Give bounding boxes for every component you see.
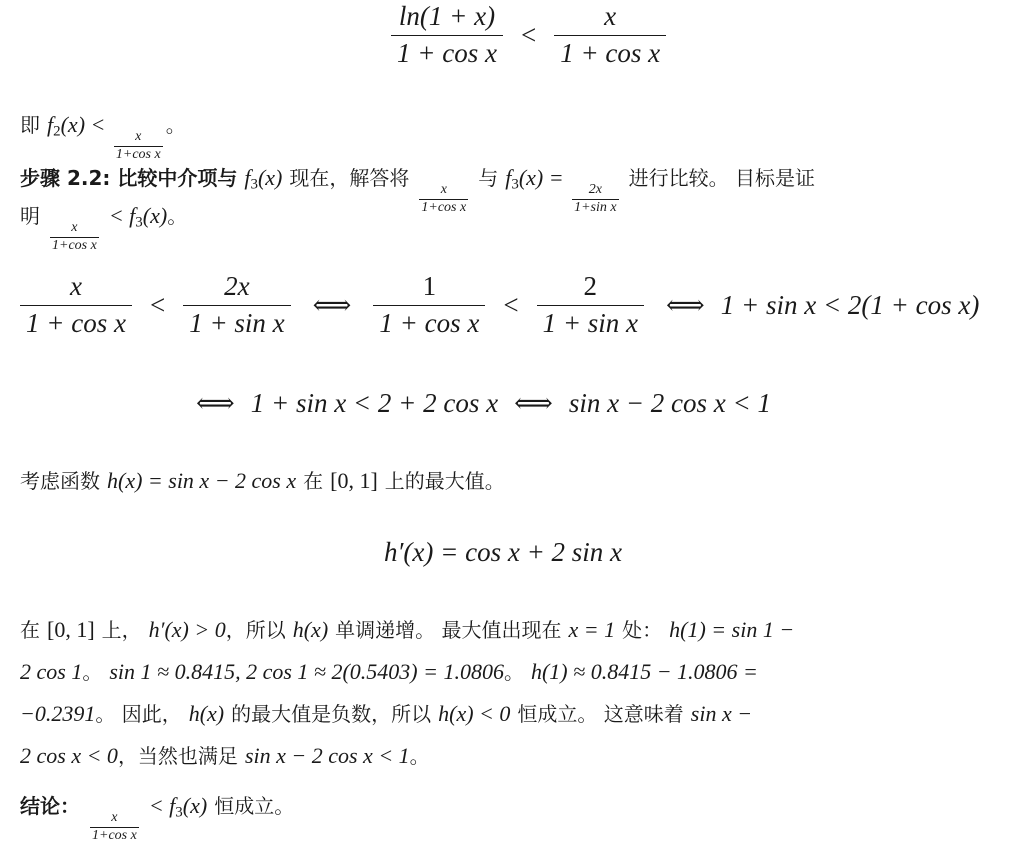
denominator: 1 + cos x — [397, 37, 497, 68]
step-2-2-line1: 步骤 2.2: 比较中介项与 $f_3(x)$ 现在，解答将 $\frac{x}{\text{1+cos x}}$ 与 $f_3(x)$ = $\frac{2x}{\text{1+sin x}}$ 进行比较。 目标是证 — [20, 165, 815, 215]
denominator: 1 + cos x — [560, 37, 661, 68]
numerator: ln(1 + x) — [398, 1, 496, 31]
conclusion: 结论： $\frac{x}{\text{1+cos x}}$ < $f_3(x)$ 恒成立。 — [20, 793, 295, 843]
relation: < — [520, 19, 537, 50]
paragraph-analysis-4: 2 cos x < 0，当然也满足 sin x − 2 cos x < 1。 — [20, 743, 430, 768]
paragraph-consider-h: 考虑函数 h(x) = sin x − 2 cos x 在 [0, 1] 上的最大值。 — [20, 468, 505, 493]
conclusion-label: 结论： — [20, 794, 80, 818]
equation-chain-2: ⟺ 1 + sin x < 2 + 2 cos x ⟺ sin x − 2 cos x < 1 — [196, 388, 771, 418]
paragraph-f2: 即 $f_2(x)$ < $\frac{x}{\text{1+cos x}}$ 。 — [20, 112, 186, 162]
fraction — [554, 2, 666, 68]
fraction — [391, 2, 503, 68]
paragraph-analysis-2: 2 cos 1。 sin 1 ≈ 0.8415, 2 cos 1 ≈ 2(0.5403) = 1.0806。 h(1) ≈ 0.8415 − 1.0806 = — [20, 659, 758, 684]
equation-derivative: h′(x) = cos x + 2 sin x — [384, 537, 623, 567]
numerator: x — [604, 1, 617, 31]
paragraph-analysis-1: 在 [0, 1] 上， h′(x) > 0，所以 h(x) 单调递增。 最大值出现在 x = 1 处： h(1) = sin 1 − — [20, 617, 795, 642]
equation-ln-comparison — [385, 2, 672, 68]
step-heading: 步骤 2.2: 比较中介项与 — [20, 166, 238, 190]
paragraph-analysis-3: −0.2391。 因此， h(x) 的最大值是负数，所以 h(x) < 0 恒成立。 这意味着 sin x − — [20, 701, 753, 726]
step-2-2-line2: 明 $\frac{x}{\text{1+cos x}}$ < $f_3(x)$。 — [20, 203, 188, 253]
equation-chain-1: $\frac{x}{\text{1 + cos x}}$ < $\frac{2x}{\text{1 + sin x}}$ ⟺ $\frac{1}{\text{1 + cos x}}$ < $\frac{2}{\text{1 + sin x}}$ ⟺ 1 + sin x < 2(1 + cos x) — [14, 272, 979, 338]
